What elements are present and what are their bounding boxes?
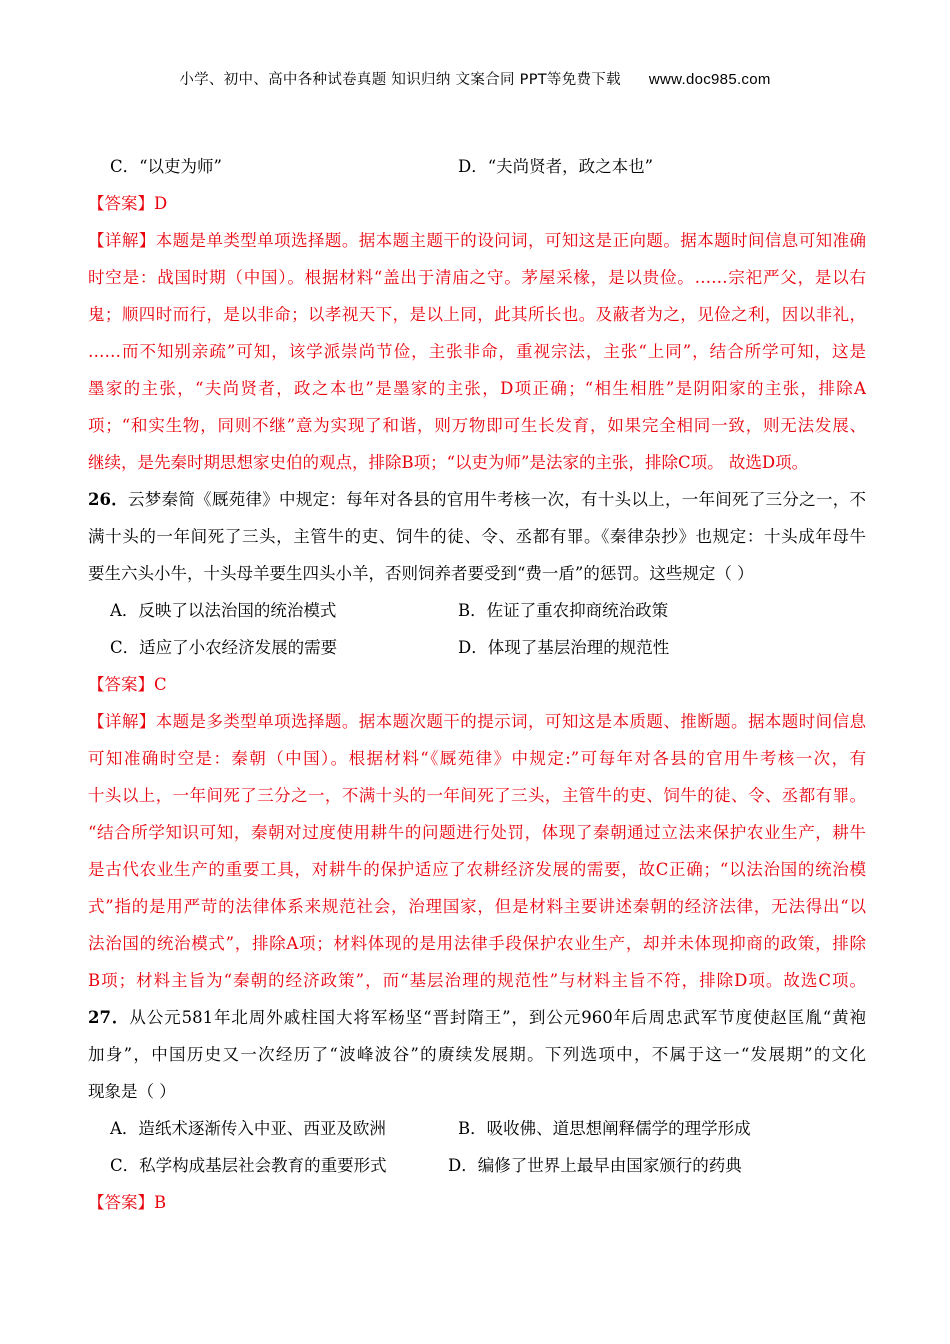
q27-option-d: D．编修了世界上最早由国家颁行的药典 bbox=[448, 1156, 742, 1175]
q26-detail-line: 【详解】本题是多类型单项选择题。据本题次题干的提示词，可知这是本质题、推断题。据本题时间信息 bbox=[88, 712, 866, 731]
header-url[interactable]: www.doc985.com bbox=[648, 71, 771, 88]
document-body bbox=[88, 148, 866, 1221]
q26-detail-line: “结合所学知识可知，秦朝对过度使用耕牛的问题进行处罚，体现了秦朝通过立法来保护农业生产，耕牛 bbox=[88, 823, 866, 842]
q27-options-cd bbox=[88, 1147, 866, 1184]
q26-detail-line: 十头以上，一年间死了三分之一，不满十头的一年间死了三头，主管牛的吏、饲牛的徒、令、丞都有罪。 bbox=[88, 786, 866, 805]
q26-detail-line: 法治国的统治模式”，排除A项；材料体现的是用法律手段保护农业生产，却并未体现抑商的政策，排除 bbox=[88, 934, 866, 953]
q26-detail-line: B项；材料主旨为“秦朝的经济政策”，而“基层治理的规范性”与材料主旨不符，排除D项。故选C项。 bbox=[88, 971, 866, 990]
q27-stem-text: 从公元581年北周外戚柱国大将军杨坚“晋封隋王”，到公元960年后周忠武军节度使赵匡胤“黄袍 bbox=[129, 1008, 866, 1027]
q26-stem-line bbox=[88, 481, 866, 518]
q25-detail-line: 项；“和实生物，同则不继”意为实现了和谐，则万物即可生长发育，如果完全相同一致，则无法发展、 bbox=[88, 416, 866, 435]
q27-stem-line bbox=[88, 999, 866, 1036]
q26-option-b: B．佐证了重农抑商统治政策 bbox=[458, 601, 669, 620]
q27-answer: 【答案】B bbox=[88, 1193, 167, 1212]
q25-detail-line: 【详解】本题是单类型单项选择题。据本题主题干的设问词，可知这是正向题。据本题时间信息可知准确 bbox=[88, 231, 866, 250]
q26-option-a: A．反映了以法治国的统治模式 bbox=[110, 601, 337, 620]
q26-number: 26． bbox=[88, 490, 129, 509]
q25-detail-line: ……而不知别亲疏”可知，该学派崇尚节俭，主张非命，重视宗法，主张“上同”，结合所学可知，这是 bbox=[88, 342, 866, 361]
q26-stem-text: 云梦秦简《厩苑律》中规定：每年对各县的官用牛考核一次，有十头以上，一年间死了三分之一，不 bbox=[128, 490, 866, 509]
q27-number: 27． bbox=[88, 1008, 130, 1027]
q27-stem-line: 现象是（ ） bbox=[88, 1082, 176, 1101]
q25-detail-line: 时空是：战国时期（中国）。根据材料“盖出于清庙之守。茅屋采椽，是以贵俭。……宗祀严父，是以右 bbox=[88, 268, 866, 287]
page-header bbox=[0, 68, 950, 89]
q27-options-ab bbox=[88, 1110, 866, 1147]
q26-detail-line: 是古代农业生产的重要工具，对耕牛的保护适应了农耕经济发展的需要，故C正确；“以法治国的统治模 bbox=[88, 860, 866, 879]
q26-options-ab bbox=[88, 592, 866, 629]
q26-options-cd bbox=[88, 629, 866, 666]
q25-answer: 【答案】D bbox=[88, 194, 168, 213]
q26-detail-line: 式”指的是用严苛的法律体系来规范社会，治理国家，但是材料主要讲述秦朝的经济法律，无法得出“以 bbox=[88, 897, 866, 916]
q25-option-c: C．“以吏为师” bbox=[110, 157, 222, 176]
q25-detail-line: 鬼；顺四时而行，是以非命；以孝视天下，是以上同，此其所长也。及蔽者为之，见俭之利，因以非礼， bbox=[88, 305, 866, 324]
q26-answer: 【答案】C bbox=[88, 675, 167, 694]
q25-detail-line: 继续，是先秦时期思想家史伯的观点，排除B项；“以吏为师”是法家的主张，排除C项。 故选D项。 bbox=[88, 453, 809, 472]
q26-option-c: C．适应了小农经济发展的需要 bbox=[110, 638, 338, 657]
q27-option-a: A．造纸术逐渐传入中亚、西亚及欧洲 bbox=[110, 1119, 386, 1138]
header-text: 小学、初中、高中各种试卷真题 知识归纳 文案合同 PPT等免费下载 bbox=[179, 72, 621, 88]
q25-detail-line: 墨家的主张，“夫尚贤者，政之本也”是墨家的主张，D项正确；“相生相胜”是阴阳家的主张，排除A bbox=[88, 379, 866, 398]
q27-option-b: B．吸收佛、道思想阐释儒学的理学形成 bbox=[458, 1119, 751, 1138]
q26-option-d: D．体现了基层治理的规范性 bbox=[458, 638, 670, 657]
q26-stem-line: 满十头的一年间死了三头，主管牛的吏、饲牛的徒、令、丞都有罪。《秦律杂抄》也规定：十头成年母牛 bbox=[88, 527, 866, 546]
q26-detail-line: 可知准确时空是：秦朝（中国）。根据材料“《厩苑律》中规定:”可每年对各县的官用牛考核一次，有 bbox=[88, 749, 866, 768]
q27-stem-line: 加身”，中国历史又一次经历了“波峰波谷”的赓续发展期。下列选项中，不属于这一“发展期”的文化 bbox=[88, 1045, 866, 1064]
q25-options-cd bbox=[88, 148, 866, 185]
q25-option-d: D．“夫尚贤者，政之本也” bbox=[458, 157, 654, 176]
q26-stem-line: 要生六头小牛，十头母羊要生四头小羊，否则饲养者要受到“费一盾”的惩罚。这些规定（ ） bbox=[88, 564, 754, 583]
q27-option-c: C．私学构成基层社会教育的重要形式 bbox=[110, 1156, 387, 1175]
